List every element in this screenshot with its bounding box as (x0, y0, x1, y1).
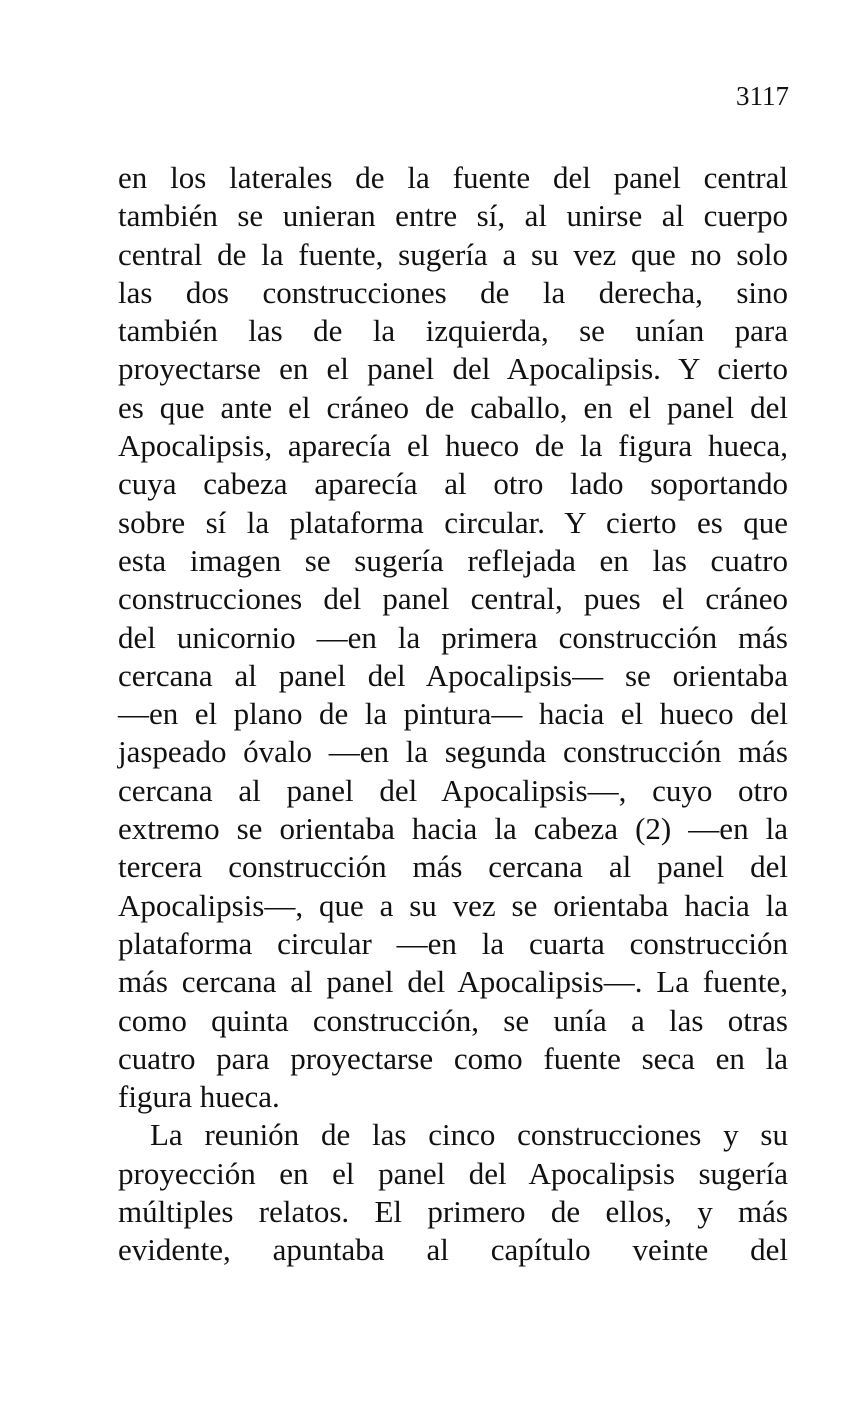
text-line: también se unieran entre sí, al unirse al cuerpo (118, 198, 788, 234)
body-text (118, 159, 788, 1270)
text-line: tercera construcción más cercana al panel del (118, 849, 788, 885)
text-line: sobre sí la plataforma circular. Y cierto es que (118, 504, 788, 540)
text-line: cuya cabeza aparecía al otro lado soportando (118, 466, 788, 502)
page-number: 3117 (736, 81, 789, 111)
text-line: cuatro para proyectarse como fuente seca en la (118, 1040, 788, 1076)
text-line: plataforma circular —en la cuarta construcción (118, 925, 788, 961)
text-line: también las de la izquierda, se unían para (118, 313, 788, 349)
text-line: más cercana al panel del Apocalipsis—. La fuente, (118, 964, 788, 1000)
text-line: en los laterales de la fuente del panel central (118, 160, 788, 195)
text-line: como quinta construcción, se unía a las otras (118, 1002, 788, 1038)
text-line: es que ante el cráneo de caballo, en el panel del (118, 389, 788, 425)
text-line: del unicornio —en la primera construcción más (118, 619, 788, 655)
text-line: proyección en el panel del Apocalipsis sugería (118, 1155, 788, 1191)
text-line: proyectarse en el panel del Apocalipsis. Y cierto (118, 351, 788, 387)
paragraph (118, 159, 788, 1116)
text-line: múltiples relatos. El primero de ellos, y más (118, 1194, 788, 1230)
text-line: las dos construcciones de la derecha, sino (118, 274, 788, 310)
text-line: cercana al panel del Apocalipsis—, cuyo otro (118, 772, 788, 808)
text-line: jaspeado óvalo —en la segunda construcción más (118, 734, 788, 770)
text-line: La reunión de las cinco construcciones y su (150, 1117, 788, 1153)
text-line: evidente, apuntaba al capítulo veinte del (118, 1232, 788, 1268)
text-line: Apocalipsis, aparecía el hueco de la figura hueca, (118, 428, 788, 464)
text-line: cercana al panel del Apocalipsis— se orientaba (118, 657, 788, 693)
text-line: extremo se orientaba hacia la cabeza (2) —en la (118, 811, 788, 847)
text-line: construcciones del panel central, pues el cráneo (118, 581, 788, 617)
text-line: —en el plano de la pintura— hacia el hueco del (118, 696, 788, 732)
paragraph (118, 1116, 788, 1269)
text-line: figura hueca. (118, 1079, 280, 1115)
text-line: esta imagen se sugería reflejada en las cuatro (118, 542, 788, 578)
text-line: Apocalipsis—, que a su vez se orientaba hacia la (118, 887, 788, 923)
text-line: central de la fuente, sugería a su vez que no solo (118, 236, 788, 272)
